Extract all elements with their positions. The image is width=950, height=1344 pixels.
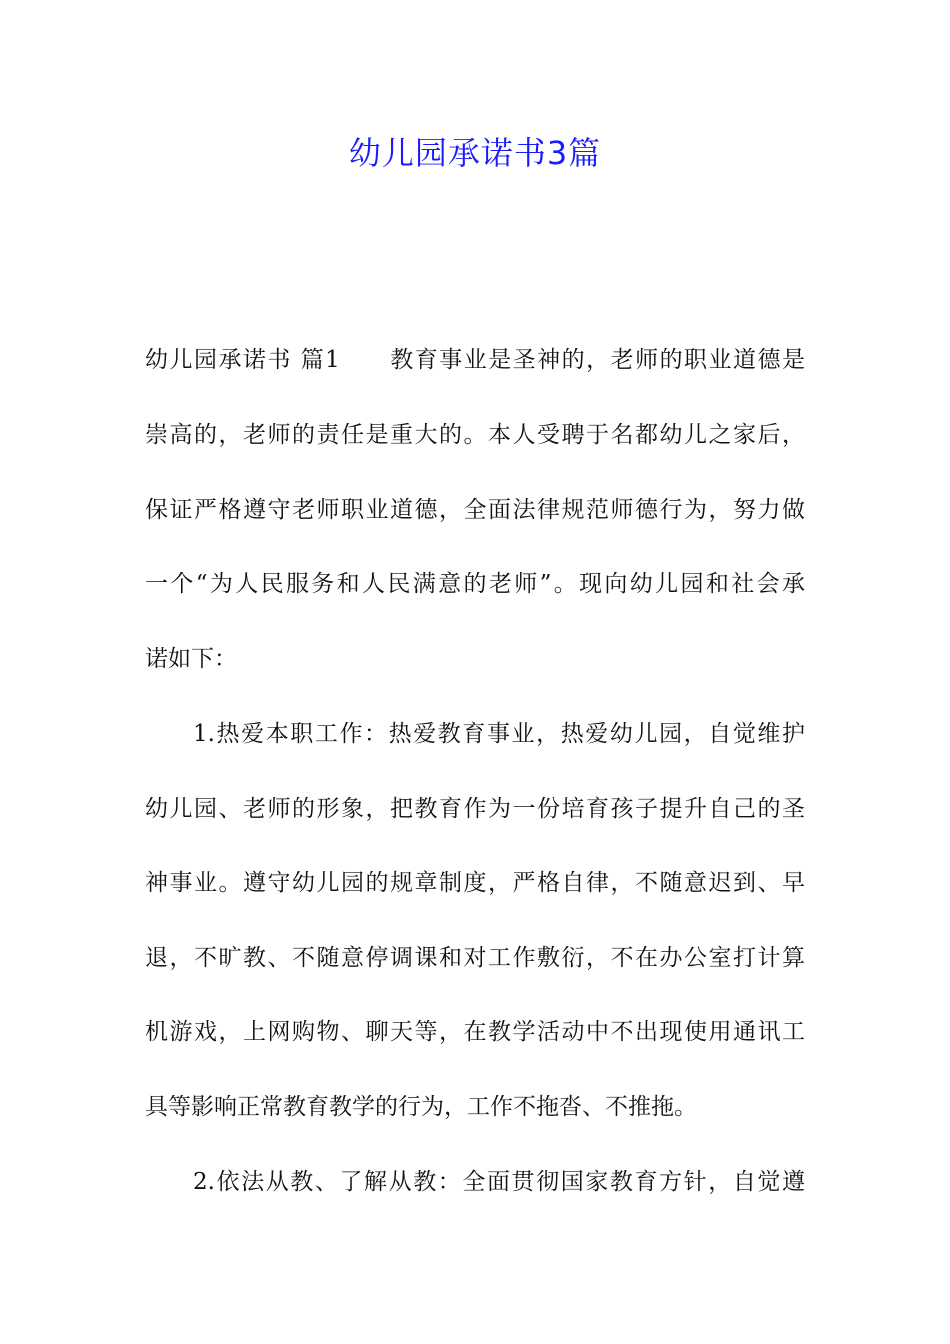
body-line: 幼儿园承诺书 篇1 教育事业是圣神的，老师的职业道德是 [145, 347, 805, 373]
body-line: 一个“为人民服务和人民满意的老师”。现向幼儿园和社会承 [145, 571, 805, 597]
body-line: 机游戏，上网购物、聊天等，在教学活动中不出现使用通讯工 [145, 1019, 805, 1045]
body-line: 保证严格遵守老师职业道德，全面法律规范师德行为，努力做 [145, 497, 805, 523]
list-item-first-line: 1.热爱本职工作：热爱教育事业，热爱幼儿园，自觉维护 [193, 721, 805, 747]
list-item-first-line: 2.依法从教、了解从教：全面贯彻国家教育方针，自觉遵 [193, 1169, 805, 1195]
body-line: 神事业。遵守幼儿园的规章制度，严格自律，不随意迟到、早 [145, 870, 805, 896]
body-line: 崇高的，老师的责任是重大的。本人受聘于名都幼儿之家后， [145, 422, 805, 448]
body-line: 退，不旷教、不随意停调课和对工作敷衍，不在办公室打计算 [145, 945, 805, 971]
body-line: 诺如下： [145, 646, 237, 672]
body-line: 具等影响正常教育教学的行为，工作不拖沓、不推拖。 [145, 1094, 697, 1120]
body-line: 幼儿园、老师的形象，把教育作为一份培育孩子提升自己的圣 [145, 796, 805, 822]
document-title: 幼儿园承诺书3篇 [348, 134, 602, 172]
